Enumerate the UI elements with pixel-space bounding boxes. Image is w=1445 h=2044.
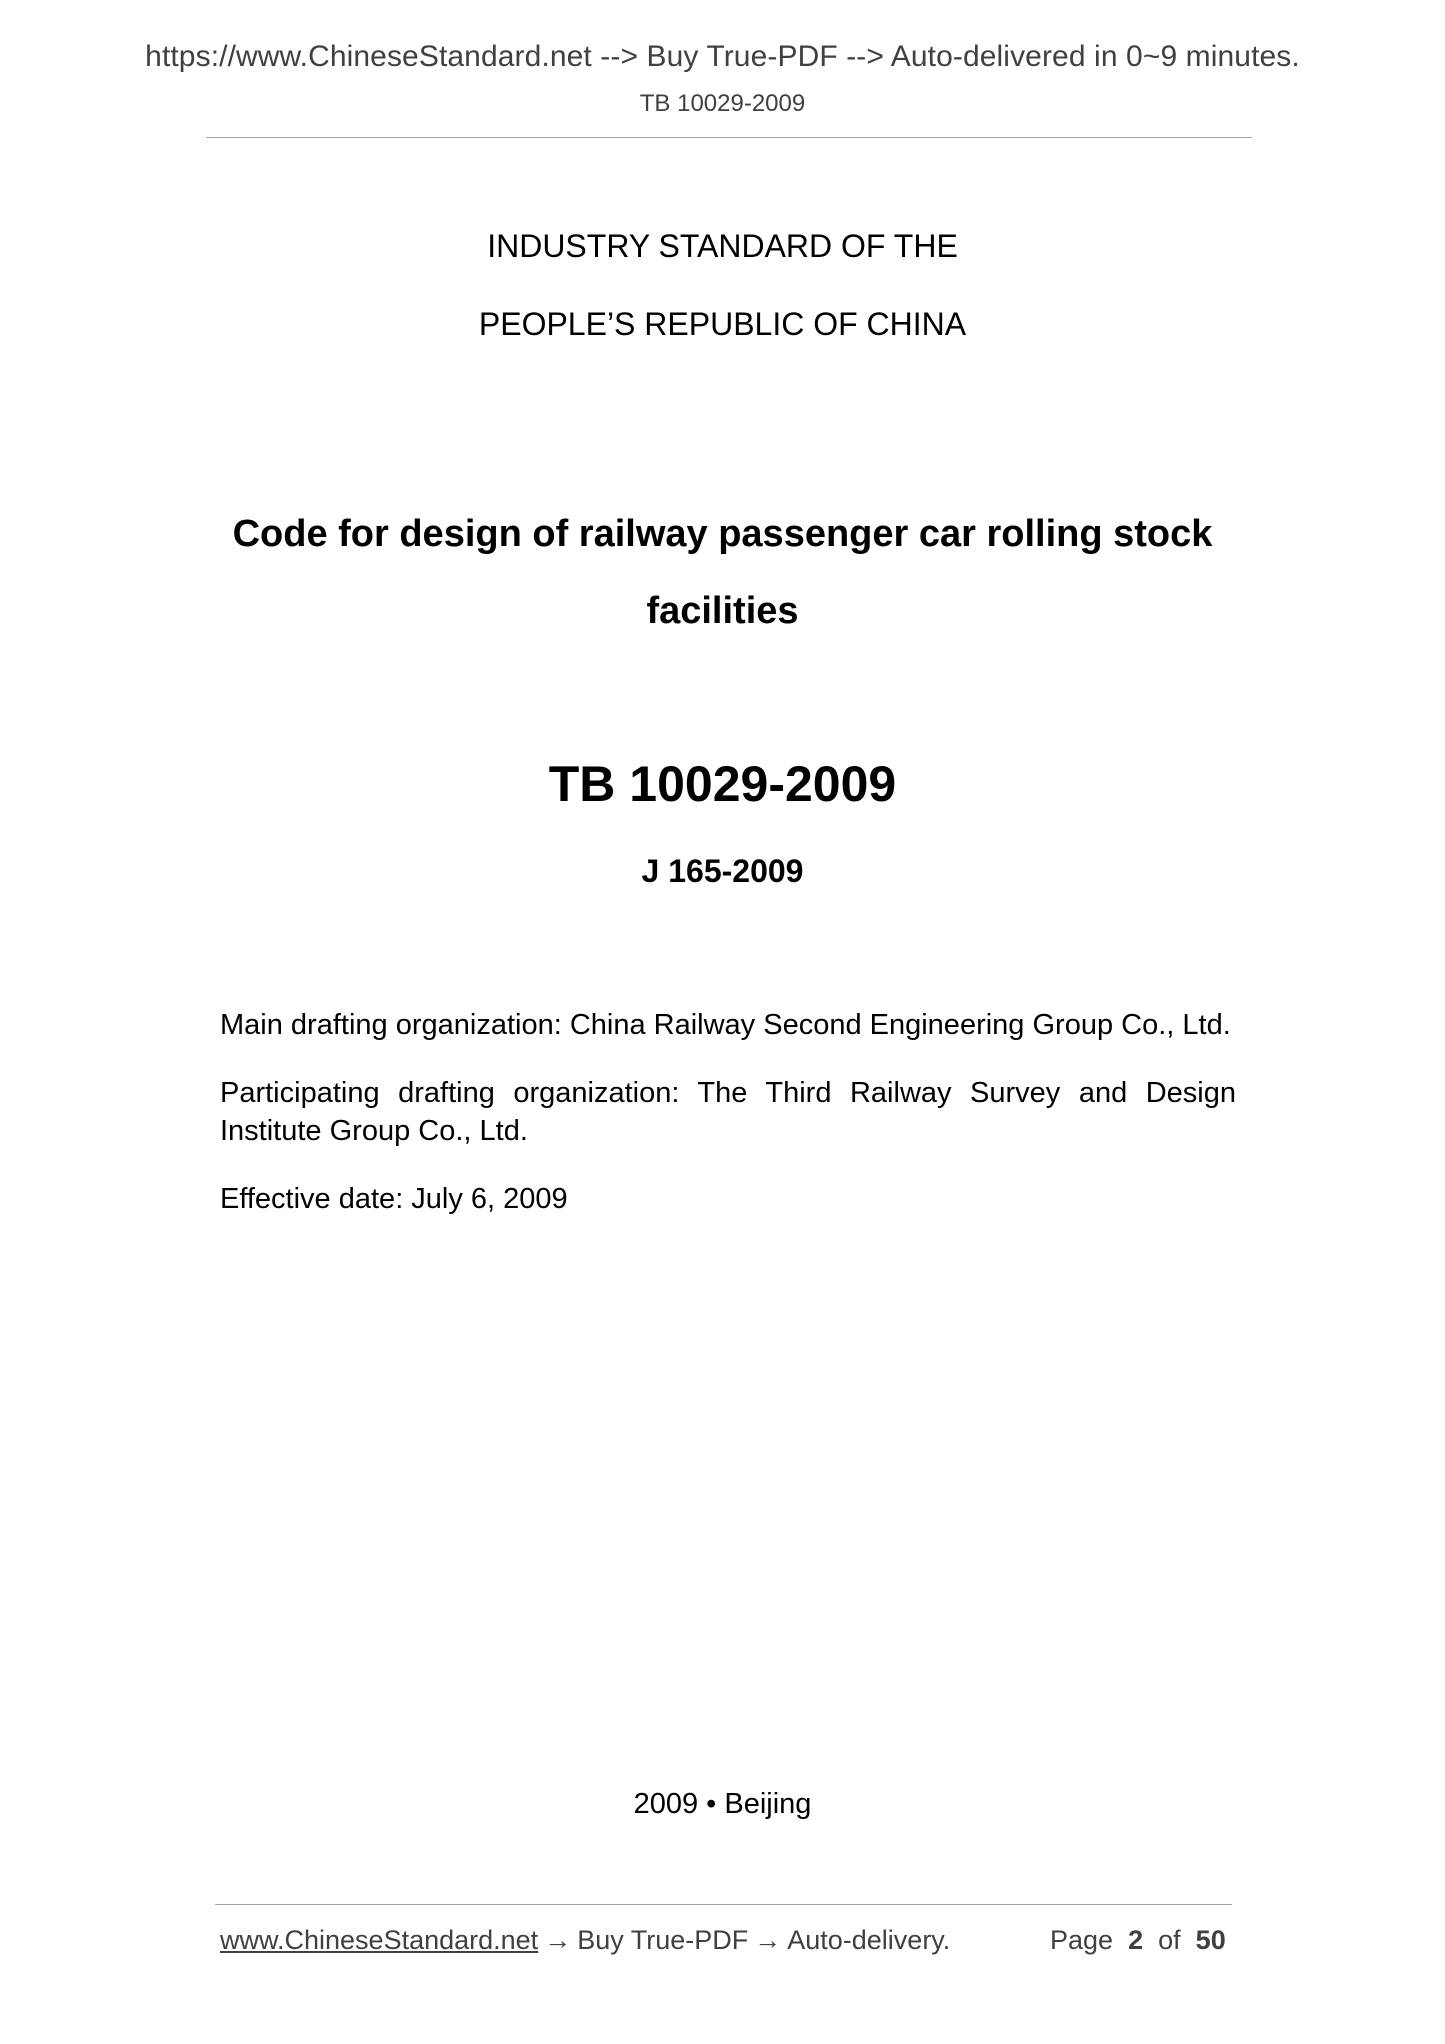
- participating-drafting-organization: Participating drafting organization: The Third Railway Survey and Design Institute Group Co., Ltd.: [220, 1077, 1236, 1147]
- main-drafting-organization: Main drafting organization: China Railway Second Engineering Group Co., Ltd.: [220, 1009, 1231, 1041]
- page-total: 50: [1195, 1925, 1226, 1955]
- footer-promo: [220, 1925, 950, 1956]
- arrow-right-icon: →: [754, 1925, 782, 1955]
- top-banner[interactable]: https://www.ChineseStandard.net --> Buy True-PDF --> Auto-delivered in 0~9 minutes.: [145, 40, 1300, 73]
- footer-site-link[interactable]: www.ChineseStandard.net: [220, 1925, 539, 1955]
- page-current: 2: [1128, 1925, 1144, 1955]
- imprint-place-year: 2009 • Beijing: [633, 1788, 812, 1820]
- footer-buy-text: Buy True-PDF: [577, 1925, 749, 1955]
- standard-number: TB 10029-2009: [548, 756, 897, 812]
- arrow-right-icon: →: [544, 1925, 572, 1955]
- header-divider: [206, 137, 1252, 138]
- footer-divider: [215, 1904, 1232, 1905]
- running-header: TB 10029-2009: [639, 90, 806, 117]
- industry-heading-line-1: INDUSTRY STANDARD OF THE: [487, 228, 958, 264]
- industry-heading-line-2: PEOPLE’S REPUBLIC OF CHINA: [478, 306, 967, 342]
- page-of-label: of: [1158, 1925, 1181, 1955]
- effective-date: Effective date: July 6, 2009: [220, 1183, 568, 1215]
- document-title-line-2: facilities: [646, 590, 799, 632]
- page-indicator: [1050, 1925, 1226, 1956]
- document-title-line-1: Code for design of railway passenger car rolling stock: [232, 513, 1213, 555]
- footer-delivery-text: Auto-delivery.: [787, 1925, 951, 1955]
- record-number: J 165-2009: [641, 853, 804, 889]
- page-label: Page: [1050, 1925, 1114, 1955]
